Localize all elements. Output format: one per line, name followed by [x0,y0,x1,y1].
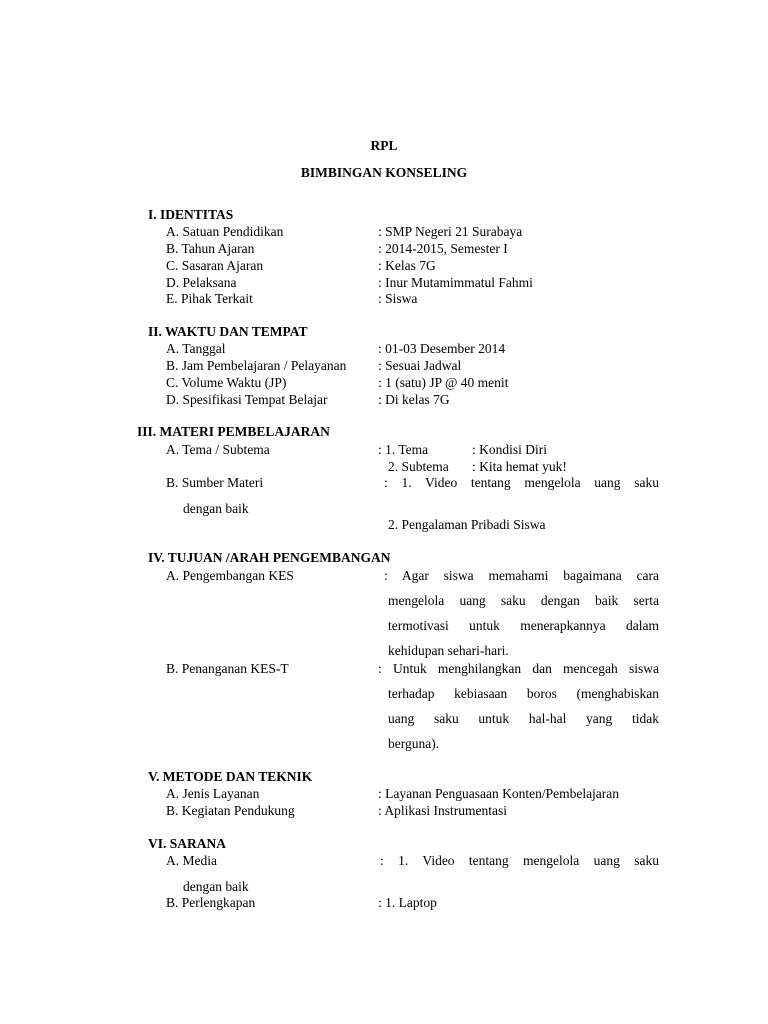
waktu-d-label: D. Spesifikasi Tempat Belajar [166,392,328,407]
materi-b-label: B. Sumber Materi [166,475,264,490]
materi-a-label: A. Tema / Subtema [166,442,270,457]
materi-b-item1-cont: dengan baik [183,501,249,516]
materi-a-tema-key: : 1. Tema [378,442,429,457]
materi-a-subtema-value: : Kita hemat yuk! [472,459,567,474]
tujuan-b-line4: berguna). [388,736,440,751]
tujuan-a-line3: termotivasi untuk menerapkannya dalam [388,618,659,633]
tujuan-a-line2: mengelola uang saku dengan baik serta [388,593,659,608]
tujuan-a-line1: : Agar siswa memahami bagaimana cara [384,568,659,583]
materi-b-item1: : 1. Video tentang mengelola uang saku [384,475,659,490]
sarana-b-label: B. Perlengkapan [166,895,256,910]
section-materi-heading: III. MATERI PEMBELAJARAN [137,424,330,439]
identitas-b-value: : 2014-2015, Semester I [378,241,508,256]
identitas-c-value: : Kelas 7G [378,258,436,273]
tujuan-a-label: A. Pengembangan KES [166,568,294,583]
section-tujuan-heading: IV. TUJUAN /ARAH PENGEMBANGAN [148,550,391,565]
identitas-b-label: B. Tahun Ajaran [166,241,255,256]
sarana-a-item1: : 1. Video tentang mengelola uang saku [380,853,659,868]
section-metode-heading: V. METODE DAN TEKNIK [148,769,313,784]
tujuan-b-line3: uang saku untuk hal-hal yang tidak [388,711,659,726]
doc-title: RPL [370,138,398,153]
waktu-a-label: A. Tanggal [166,341,226,356]
materi-a-subtema-key: 2. Subtema [388,459,449,474]
tujuan-a-line4: kehidupan sehari-hari. [388,643,509,658]
metode-b-value: : Aplikasi Instrumentasi [378,803,507,818]
identitas-c-label: C. Sasaran Ajaran [166,258,264,273]
identitas-d-value: : Inur Mutamimmatul Fahmi [378,275,533,290]
section-identitas-heading: I. IDENTITAS [148,207,234,222]
metode-a-value: : Layanan Penguasaan Konten/Pembelajaran [378,786,620,801]
waktu-b-value: : Sesuai Jadwal [378,358,462,373]
waktu-c-value: : 1 (satu) JP @ 40 menit [378,375,509,390]
waktu-c-label: C. Volume Waktu (JP) [166,375,287,390]
metode-a-label: A. Jenis Layanan [166,786,260,801]
section-sarana-heading: VI. SARANA [148,836,227,851]
identitas-a-label: A. Satuan Pendidikan [166,224,284,239]
section-waktu-heading: II. WAKTU DAN TEMPAT [148,324,308,339]
sarana-a-item1-cont: dengan baik [183,879,249,894]
identitas-a-value: : SMP Negeri 21 Surabaya [378,224,523,239]
identitas-e-value: : Siswa [378,291,418,306]
doc-subtitle: BIMBINGAN KONSELING [300,165,468,180]
materi-a-tema-value: : Kondisi Diri [472,442,548,457]
materi-b-item2: 2. Pengalaman Pribadi Siswa [388,517,546,532]
identitas-e-label: E. Pihak Terkait [166,291,253,306]
waktu-a-value: : 01-03 Desember 2014 [378,341,506,356]
tujuan-b-line1: : Untuk menghilangkan dan mencegah siswa [378,661,659,676]
tujuan-b-line2: terhadap kebiasaan boros (menghabiskan [388,686,659,701]
waktu-d-value: : Di kelas 7G [378,392,450,407]
waktu-b-label: B. Jam Pembelajaran / Pelayanan [166,358,347,373]
sarana-a-label: A. Media [166,853,217,868]
identitas-d-label: D. Pelaksana [166,275,237,290]
tujuan-b-label: B. Penanganan KES-T [166,661,289,676]
metode-b-label: B. Kegiatan Pendukung [166,803,295,818]
sarana-b-value: : 1. Laptop [378,895,437,910]
